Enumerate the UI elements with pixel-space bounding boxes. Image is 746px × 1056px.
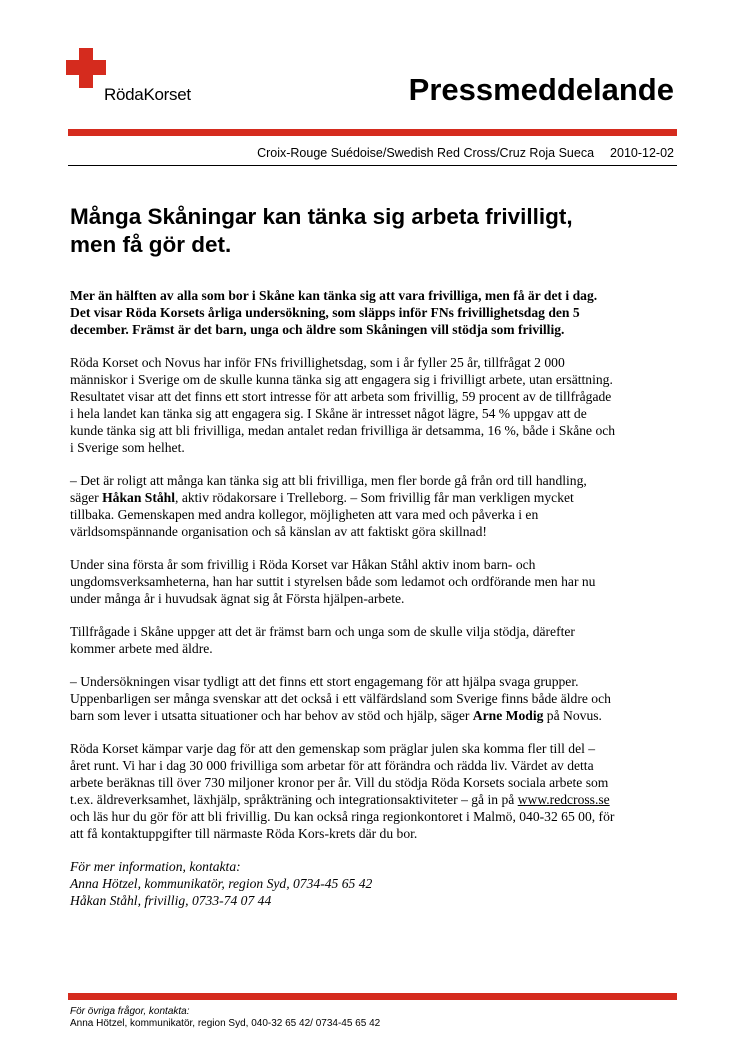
text-line: Under sina första år som frivillig i Röda Korset var Håkan Ståhl aktiv inom barn- och — [70, 557, 536, 572]
text-line: och läs hur du gör för att bli frivillig. Du kan också ringa regionkontoret i Malmö, 040-32 65 00, för — [70, 809, 615, 824]
text-line: kommer arbete med äldre. — [70, 641, 213, 656]
text-line: För mer information, kontakta: — [70, 859, 241, 874]
text-line: – Undersökningen visar tydligt att det finns ett stort engagemang för att hjälpa svaga grupper. — [70, 674, 579, 689]
text-line: tillbaka. Gemenskapen med andra kollegor, möjligheten att vara med och påverka i en — [70, 507, 539, 522]
text-fragment: på Novus. — [543, 708, 602, 723]
text-line: arbete beräknas till över 730 miljoner kronor per år. Vill du stödja Röda Korsets sociala arbete som — [70, 775, 609, 790]
text-line: året runt. Vi har i dag 30 000 frivilliga som arbetar för att förändra och rädda liv. Värdet av detta — [70, 758, 594, 773]
footer-line: Anna Hötzel, kommunikatör, region Syd, 040-32 65 42/ 0734-45 65 42 — [70, 1018, 381, 1029]
person-name: Håkan Ståhl — [102, 490, 176, 505]
text-line: Anna Hötzel, kommunikatör, region Syd, 0734-45 65 42 — [70, 876, 373, 891]
text-fragment: barn som lever i utsatta situationer och har behov av stöd och hjälp, säger — [70, 708, 473, 723]
contact-block — [70, 858, 680, 909]
text-line: Tillfrågade i Skåne uppger att det är främst barn och unga som de skulle vilja stödja, därefter — [70, 624, 575, 639]
text-line: att få kontaktuppgifter till närmaste Röda Kors-krets där du bor. — [70, 826, 418, 841]
footer-line: För övriga frågor, kontakta: — [70, 1006, 190, 1017]
text-line: Håkan Ståhl, frivillig, 0733-74 07 44 — [70, 893, 272, 908]
text-line: Uppenbarligen ser många svenskar att det också i ett välfärdsland som Sverige finns både äldre och — [70, 691, 611, 706]
text-line: Resultatet visar att det finns ett stort intresse för att arbeta som frivillig, 59 procent av de tillfrågade — [70, 389, 612, 404]
lead-paragraph — [70, 287, 680, 338]
text-line: kunde tänka sig att bli frivilliga, medan antalet redan frivilliga är detsamma, 16 %, både i Skåne och — [70, 423, 616, 438]
org-rule — [68, 165, 677, 166]
text-line: ungdomsverksamheterna, han har suttit i styrelsen både som ledamot och ordförande men har nu — [70, 574, 596, 589]
text-line — [70, 489, 680, 506]
redcross-link[interactable]: www.redcross.se — [517, 792, 610, 807]
header-rule — [68, 129, 677, 136]
footer — [70, 1006, 380, 1030]
text-line — [70, 707, 680, 724]
text-line: i hela landet kan tänka sig att engagera sig. I Skåne är intresset något lägre, 54 % uppgav att de — [70, 406, 587, 421]
paragraph-priorities — [70, 623, 680, 657]
text-line: Mer än hälften av alla som bor i Skåne kan tänka sig att vara frivilliga, men få är det i dag. — [70, 288, 598, 303]
text-line: under många år i huvudsak ägnat sig åt Första hjälpen-arbete. — [70, 591, 405, 606]
text-line: december. Främst är det barn, unga och äldre som Skåningen vill stödja som frivillig. — [70, 322, 565, 337]
headline-line: Många Skåningar kan tänka sig arbeta frivilligt, — [70, 204, 573, 229]
footer-rule — [68, 993, 677, 1000]
text-fragment: t.ex. äldreverksamhet, läxhjälp, språkträning och integrationsaktiviteter – gå in på — [70, 792, 518, 807]
person-name: Arne Modig — [472, 708, 544, 723]
org-line — [257, 146, 674, 160]
headline — [70, 203, 680, 259]
text-line: Det visar Röda Korsets årliga undersökning, som släpps inför FNs frivillighetsdag den 5 — [70, 305, 580, 320]
text-line: människor i Sverige om de skulle kunna tänka sig att engagera sig i frivilligt arbete, utan ersättning. — [70, 372, 613, 387]
article-body — [70, 287, 680, 925]
text-fragment: , aktiv rödakorsare i Trelleborg. – Som frivillig får man verkligen mycket — [175, 490, 574, 505]
paragraph-survey — [70, 354, 680, 456]
logo-text: RödaKorset — [104, 85, 191, 104]
text-line: Röda Korset och Novus har inför FNs frivillighetsdag, som i år fyller 25 år, tillfrågat 2 000 — [70, 355, 565, 370]
paragraph-quote-hakan — [70, 472, 680, 540]
headline-line: men få gör det. — [70, 232, 232, 257]
text-line: – Det är roligt att många kan tänka sig att bli frivilliga, men fler borde gå från ord till handling, — [70, 473, 587, 488]
text-line — [70, 791, 680, 808]
text-line: i Sverige som helhet. — [70, 440, 185, 455]
paragraph-call-to-action — [70, 740, 680, 842]
red-cross-icon — [66, 48, 106, 88]
text-line: Röda Korset kämpar varje dag för att den gemenskap som präglar julen ska komma fler till del – — [70, 741, 596, 756]
paragraph-quote-arne — [70, 673, 680, 724]
text-line: världsomspännande organisation och så känslan av att faktiskt göra skillnad! — [70, 524, 487, 539]
logo — [66, 48, 216, 108]
paragraph-background — [70, 556, 680, 607]
release-date: 2010-12-02 — [610, 146, 674, 160]
organization-name: Croix-Rouge Suédoise/Swedish Red Cross/Cruz Roja Sueca — [257, 146, 595, 160]
document-type: Pressmeddelande — [408, 72, 674, 107]
text-fragment: säger — [70, 490, 103, 505]
